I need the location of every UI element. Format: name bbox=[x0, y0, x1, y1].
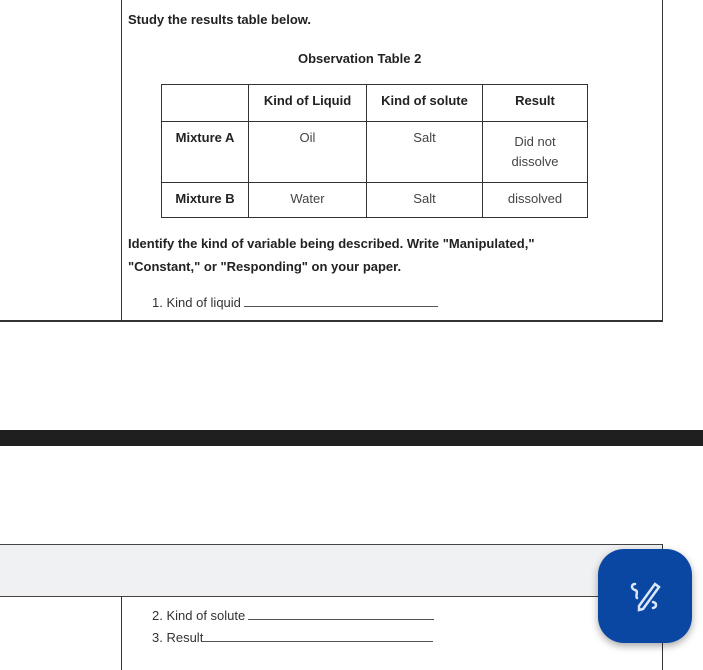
question-2 bbox=[152, 608, 434, 623]
page-right-border bbox=[662, 0, 663, 321]
table-cell: Water bbox=[249, 183, 367, 218]
table-header-band bbox=[0, 544, 662, 597]
prompt-line-1: Identify the kind of variable being described. Write "Manipulated," bbox=[128, 236, 535, 251]
question-3-label: 3. Result bbox=[152, 630, 204, 645]
row-label: Mixture A bbox=[162, 122, 249, 183]
question-1-label: 1. Kind of liquid bbox=[152, 295, 241, 310]
observation-table bbox=[161, 84, 588, 218]
page-separator bbox=[0, 430, 703, 446]
column-divider bbox=[121, 596, 122, 670]
column-divider bbox=[121, 0, 122, 321]
instruction-text: Study the results table below. bbox=[128, 12, 311, 27]
header-cell: Kind of solute bbox=[367, 85, 483, 122]
header-cell bbox=[162, 85, 249, 122]
table-cell: dissolved bbox=[483, 183, 588, 218]
annotate-button[interactable] bbox=[598, 549, 692, 643]
table-title: Observation Table 2 bbox=[298, 51, 422, 66]
table-cell: Oil bbox=[249, 122, 367, 183]
question-1 bbox=[152, 295, 438, 310]
prompt-line-2: "Constant," or "Responding" on your paper. bbox=[128, 259, 402, 274]
table-row bbox=[162, 122, 588, 183]
question-2-label: 2. Kind of solute bbox=[152, 608, 246, 623]
row-label: Mixture B bbox=[162, 183, 249, 218]
table-header-row bbox=[162, 85, 588, 122]
answer-blank bbox=[203, 641, 433, 642]
question-3 bbox=[152, 630, 433, 645]
header-cell: Kind of Liquid bbox=[249, 85, 367, 122]
answer-blank bbox=[248, 619, 434, 620]
page-bottom-border bbox=[0, 320, 663, 322]
table-row bbox=[162, 183, 588, 218]
answer-blank bbox=[244, 306, 438, 307]
table-cell: Salt bbox=[367, 183, 483, 218]
pen-draw-icon bbox=[625, 576, 665, 616]
table-cell: Did not dissolve bbox=[483, 122, 588, 183]
table-cell: Salt bbox=[367, 122, 483, 183]
header-cell: Result bbox=[483, 85, 588, 122]
